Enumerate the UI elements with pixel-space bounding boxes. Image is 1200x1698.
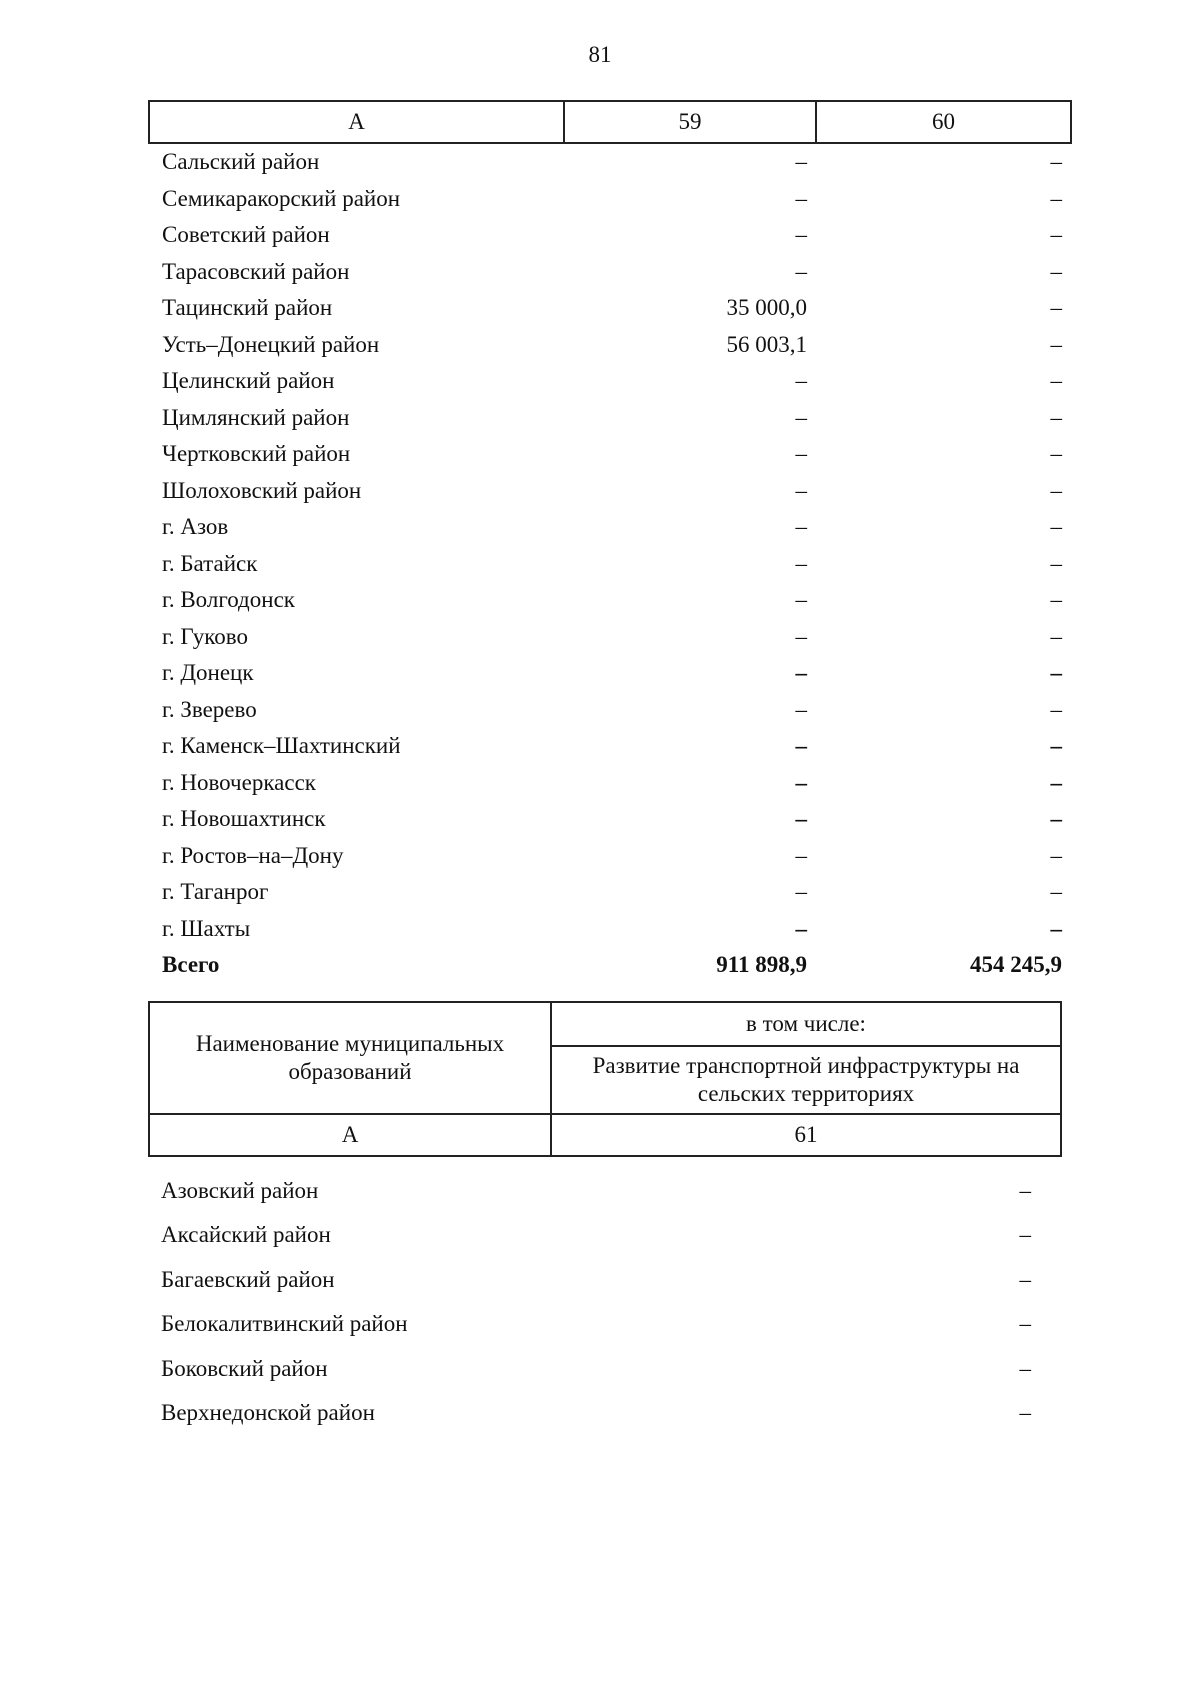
value-col-60: –	[1050, 185, 1062, 211]
value-col-59: –	[795, 587, 807, 613]
table-row	[149, 181, 1071, 218]
col-header-a: А	[149, 101, 564, 143]
value-col-60: 454 245,9	[970, 952, 1062, 978]
value-col-60: –	[1050, 550, 1062, 576]
page-content	[148, 100, 1062, 1436]
value-col-59: 56 003,1	[726, 331, 807, 357]
value-col-59: 911 898,9	[716, 952, 807, 978]
value-col-59: –	[795, 441, 807, 467]
value-col-60: –	[1050, 514, 1062, 540]
table-row	[149, 290, 1071, 327]
value-col-59: –	[795, 404, 807, 430]
value-col-59: –	[795, 769, 807, 795]
col-header-59: 59	[564, 101, 816, 143]
table-row	[149, 509, 1071, 546]
table1-body	[149, 143, 1071, 984]
value-col-61: –	[1019, 1177, 1031, 1203]
table-row	[149, 655, 1071, 692]
municipality-name: г. Новочеркасск	[162, 769, 316, 795]
municipality-name: г. Батайск	[162, 550, 258, 576]
table1-header-row	[149, 101, 1071, 143]
table2-sub-header: Развитие транспортной инфраструктуры на сельских территориях	[551, 1046, 1061, 1114]
municipality-name: г. Волгодонск	[162, 587, 295, 613]
table-row	[149, 619, 1071, 656]
value-col-59: –	[795, 696, 807, 722]
municipality-name: г. Гуково	[162, 623, 248, 649]
table-row	[149, 400, 1071, 437]
table2-header-body	[149, 1002, 1061, 1156]
table2-header-row-1	[149, 1002, 1061, 1046]
value-col-60: –	[1050, 842, 1062, 868]
value-col-59: –	[795, 842, 807, 868]
value-col-60: –	[1050, 441, 1062, 467]
table2-body	[148, 1169, 1040, 1436]
value-col-60: –	[1050, 258, 1062, 284]
value-col-59: –	[795, 623, 807, 649]
page-number: 81	[588, 42, 612, 67]
municipality-name: Целинский район	[162, 368, 335, 394]
municipality-name: Семикаракорский район	[162, 185, 401, 211]
table-row	[148, 1347, 1040, 1392]
table1-header	[149, 101, 1071, 143]
municipality-name: Боковский район	[161, 1355, 328, 1381]
value-col-59: –	[795, 550, 807, 576]
value-col-59: –	[795, 258, 807, 284]
value-col-59: –	[795, 477, 807, 503]
value-col-59: –	[795, 879, 807, 905]
value-col-60: –	[1050, 149, 1062, 175]
table2-group-header: в том числе:	[551, 1002, 1061, 1046]
value-col-60: –	[1050, 696, 1062, 722]
table-row	[149, 363, 1071, 400]
municipality-name: Шолоховский район	[162, 477, 362, 503]
table2-header-row-3	[149, 1114, 1061, 1156]
table-row	[148, 1258, 1040, 1303]
table-row	[149, 947, 1071, 984]
transport-table-rows	[148, 1169, 1040, 1436]
municipality-name: Белокалитвинский район	[161, 1311, 408, 1337]
table-row	[148, 1213, 1040, 1258]
table-row	[149, 546, 1071, 583]
table-row	[149, 692, 1071, 729]
value-col-59: –	[795, 149, 807, 175]
municipality-name: Советский район	[162, 222, 330, 248]
value-col-61: –	[1019, 1355, 1031, 1381]
value-col-59: –	[795, 806, 807, 832]
value-col-61: –	[1019, 1311, 1031, 1337]
budget-table-cols-59-60	[148, 100, 1072, 984]
table-row	[149, 473, 1071, 510]
value-col-61: –	[1019, 1400, 1031, 1426]
table-row	[149, 327, 1071, 364]
table-row	[149, 217, 1071, 254]
municipality-name: г. Ростов–на–Дону	[162, 842, 344, 868]
value-col-60: –	[1050, 806, 1062, 832]
table-row	[149, 254, 1071, 291]
value-col-60: –	[1050, 660, 1062, 686]
municipality-name: Багаевский район	[161, 1266, 335, 1292]
value-col-60: –	[1050, 879, 1062, 905]
value-col-61: –	[1019, 1266, 1031, 1292]
municipality-name: Чертковский район	[162, 441, 351, 467]
municipality-name: Азовский район	[161, 1177, 319, 1203]
municipality-name: г. Новошахтинск	[162, 806, 326, 832]
value-col-60: –	[1050, 587, 1062, 613]
table-row	[148, 1391, 1040, 1436]
municipality-name: Тарасовский район	[162, 258, 350, 284]
municipality-name: г. Донецк	[162, 660, 254, 686]
col-header-61: 61	[551, 1114, 1061, 1156]
value-col-60: –	[1050, 769, 1062, 795]
value-col-59: –	[795, 185, 807, 211]
table-row	[149, 874, 1071, 911]
value-col-61: –	[1019, 1222, 1031, 1248]
value-col-60: –	[1050, 477, 1062, 503]
table-row	[149, 801, 1071, 838]
value-col-60: –	[1050, 331, 1062, 357]
value-col-60: –	[1050, 623, 1062, 649]
transport-table-header	[148, 1001, 1062, 1157]
table-row	[149, 436, 1071, 473]
value-col-59: –	[795, 733, 807, 759]
municipality-name: г. Зверево	[162, 696, 257, 722]
value-col-59: –	[795, 915, 807, 941]
value-col-60: –	[1050, 404, 1062, 430]
col-header-60: 60	[816, 101, 1071, 143]
municipality-name: г. Азов	[162, 514, 229, 540]
table-row	[149, 728, 1071, 765]
value-col-59: –	[795, 368, 807, 394]
value-col-60: –	[1050, 295, 1062, 321]
municipality-name: Верхнедонской район	[161, 1400, 375, 1426]
table-row	[148, 1302, 1040, 1347]
value-col-59: 35 000,0	[726, 295, 807, 321]
value-col-60: –	[1050, 222, 1062, 248]
table-row	[149, 765, 1071, 802]
municipality-name: Усть–Донецкий район	[162, 331, 380, 357]
municipality-name: Цимлянский район	[162, 404, 350, 430]
col-header-a2: А	[149, 1114, 551, 1156]
value-col-59: –	[795, 222, 807, 248]
municipality-name: Сальский район	[162, 149, 320, 175]
table-row	[149, 582, 1071, 619]
value-col-60: –	[1050, 368, 1062, 394]
municipality-name: г. Каменск–Шахтинский	[162, 733, 401, 759]
value-col-60: –	[1050, 733, 1062, 759]
municipality-name: г. Шахты	[162, 915, 251, 941]
value-col-59: –	[795, 660, 807, 686]
table-row	[149, 143, 1071, 181]
table-row	[149, 911, 1071, 948]
table-row	[149, 838, 1071, 875]
value-col-60: –	[1050, 915, 1062, 941]
municipality-name: Всего	[162, 952, 220, 978]
municipality-name: г. Таганрог	[162, 879, 269, 905]
table2-name-header: Наименование муниципальных образований	[149, 1002, 551, 1114]
value-col-59: –	[795, 514, 807, 540]
municipality-name: Аксайский район	[161, 1222, 331, 1248]
table-row	[148, 1169, 1040, 1214]
municipality-name: Тацинский район	[162, 295, 333, 321]
